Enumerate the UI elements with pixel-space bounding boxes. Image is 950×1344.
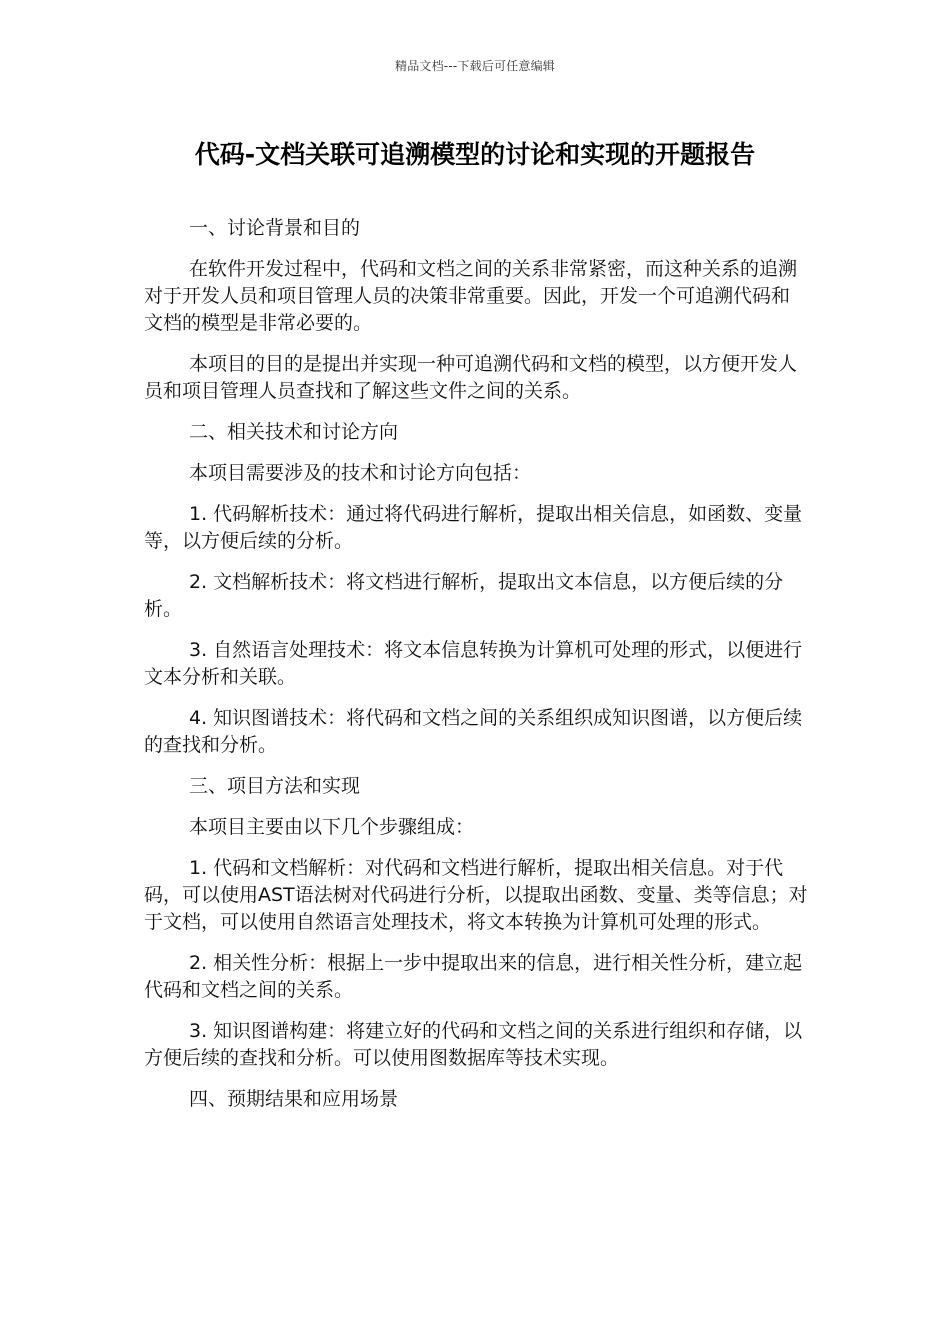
list-item-nlp: 3. 自然语言处理技术：将文本信息转换为计算机可处理的形式，以便进行文本分析和关联。 [144, 639, 803, 688]
document-body [144, 215, 808, 1127]
section-heading-expected-results: 四、预期结果和应用场景 [189, 1088, 399, 1110]
section-heading-methods: 三、项目方法和实现 [189, 775, 361, 797]
document-title: 代码-文档关联可追溯模型的讨论和实现的开题报告 [194, 140, 756, 169]
header-note: 精品文档---下载后可任意编辑 [395, 59, 555, 73]
list-item-code-parsing: 1. 代码解析技术：通过将代码进行解析，提取出相关信息，如函数、变量等，以方便后续的分析。 [144, 503, 803, 552]
list-item-knowledge-graph: 4. 知识图谱技术：将代码和文档之间的关系组织成知识图谱，以方便后续的查找和分析。 [144, 707, 803, 756]
paragraph-purpose: 本项目的目的是提出并实现一种可追溯代码和文档的模型，以方便开发人员和项目管理人员查找和了解这些文件之间的关系。 [144, 353, 798, 402]
paragraph-technologies-intro: 本项目需要涉及的技术和讨论方向包括： [189, 462, 532, 484]
section-heading-background: 一、讨论背景和目的 [189, 217, 361, 239]
list-item-parsing-step: 1. 代码和文档解析：对代码和文档进行解析，提取出相关信息。对于代码，可以使用AST语法树对代码进行分析，以提取出函数、变量、类等信息；对于文档，可以使用自然语言处理技术，将文本转换为计算机可处理的形式。 [144, 857, 808, 933]
list-item-correlation-step: 2. 相关性分析：根据上一步中提取出来的信息，进行相关性分析，建立起代码和文档之间的关系。 [144, 952, 803, 1001]
list-item-graph-construction-step: 3. 知识图谱构建：将建立好的代码和文档之间的关系进行组织和存储，以方便后续的查找和分析。可以使用图数据库等技术实现。 [144, 1020, 803, 1069]
list-item-document-parsing: 2. 文档解析技术：将文档进行解析，提取出文本信息，以方便后续的分析。 [144, 571, 784, 620]
section-heading-technologies: 二、相关技术和讨论方向 [189, 421, 399, 443]
paragraph-methods-intro: 本项目主要由以下几个步骤组成： [189, 816, 475, 838]
paragraph-background: 在软件开发过程中，代码和文档之间的关系非常紧密，而这种关系的追溯对于开发人员和项目管理人员的决策非常重要。因此，开发一个可追溯代码和文档的模型是非常必要的。 [144, 258, 798, 334]
